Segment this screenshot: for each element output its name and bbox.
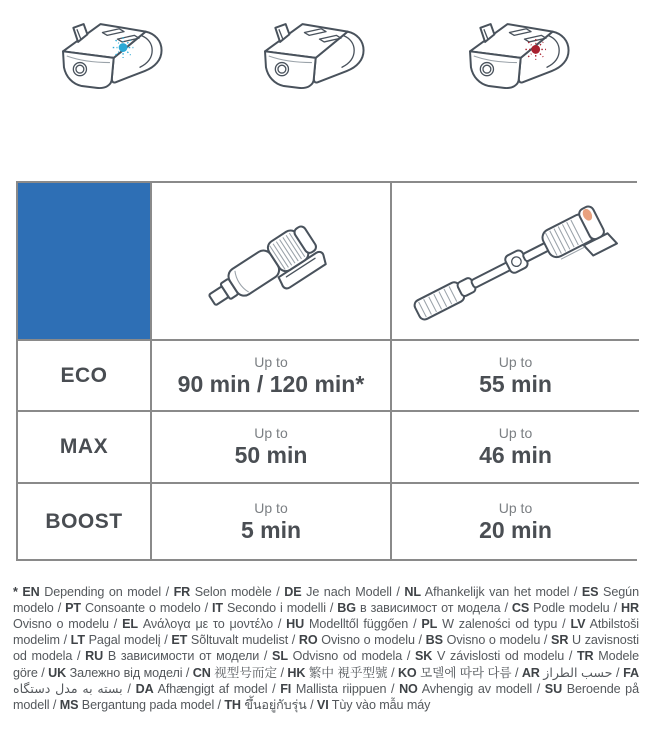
table-header-empty-cell — [18, 183, 152, 341]
runtime-boost-handheld — [152, 484, 392, 559]
runtime-value: 50 min — [234, 442, 308, 468]
mode-label-eco: ECO — [18, 341, 152, 412]
upto-label: Up to — [498, 425, 533, 441]
runtime-value: 46 min — [479, 442, 552, 468]
runtime-eco-stick — [392, 341, 639, 412]
battery-blue-indicator-icon — [48, 6, 170, 106]
stick-vacuum-icon — [396, 185, 636, 337]
runtime-value: 5 min — [240, 516, 302, 543]
mode-label-boost: BOOST — [18, 484, 152, 559]
battery-plain-icon — [250, 6, 372, 106]
runtime-max-stick — [392, 412, 639, 484]
runtime-table — [16, 181, 637, 561]
upto-label: Up to — [254, 499, 288, 516]
mode-label-max: MAX — [18, 412, 152, 484]
upto-label: Up to — [254, 353, 288, 370]
battery-red-indicator-icon — [455, 6, 577, 106]
runtime-eco-handheld — [152, 341, 392, 412]
footnote: * EN Depending on model / FR Selon modèle / DE Je nach Modell / NL Afhankelijk van het model / ES Según modelo / PT Consoante o modelo / IT Secondo i modelli / BG в зависимост от модела / CS Podle modelu / HR Ovisno o modelu / EL Ανάλογα με το μοντέλο / HU Modelltől függően / PL W zaleności od typu / LV Atbilstoši modelim / LT Pagal modelį / ET Sõltuvalt mudelist / RO Ovisno o modelu / BS Ovisno o modelu / SR U zavisnosti od modela / RU В зависимости от модели / SL Odvisno od modela / SK V závislosti od modelu / TR Modele göre / UK Залежно від моделі / CN 视型号而定 / HK 繁中 視乎型號 / KO 모델에 따라 다름 / AR حسب الطراز / FA بسته به مدل دستگاه / DA Afhængigt af model / FI Mallista riippuen / NO Avhengig av modell / SU Beroende på modell / MS Bergantung pada model / TH ขึ้นอยู่กับรุ่น / VI Tùy vào mẫu máy — [13, 584, 639, 713]
runtime-max-handheld — [152, 412, 392, 484]
table-header-handheld-vacuum — [152, 183, 392, 341]
runtime-value: 20 min — [479, 516, 552, 543]
upto-label: Up to — [498, 353, 533, 370]
runtime-value: 55 min — [479, 370, 552, 397]
battery-illustrations — [0, 0, 651, 175]
handheld-vacuum-icon — [179, 199, 364, 324]
upto-label: Up to — [498, 499, 533, 516]
table-header-stick-vacuum — [392, 183, 639, 341]
runtime-boost-stick — [392, 484, 639, 559]
upto-label: Up to — [254, 425, 288, 441]
runtime-value: 90 min / 120 min* — [177, 370, 365, 397]
